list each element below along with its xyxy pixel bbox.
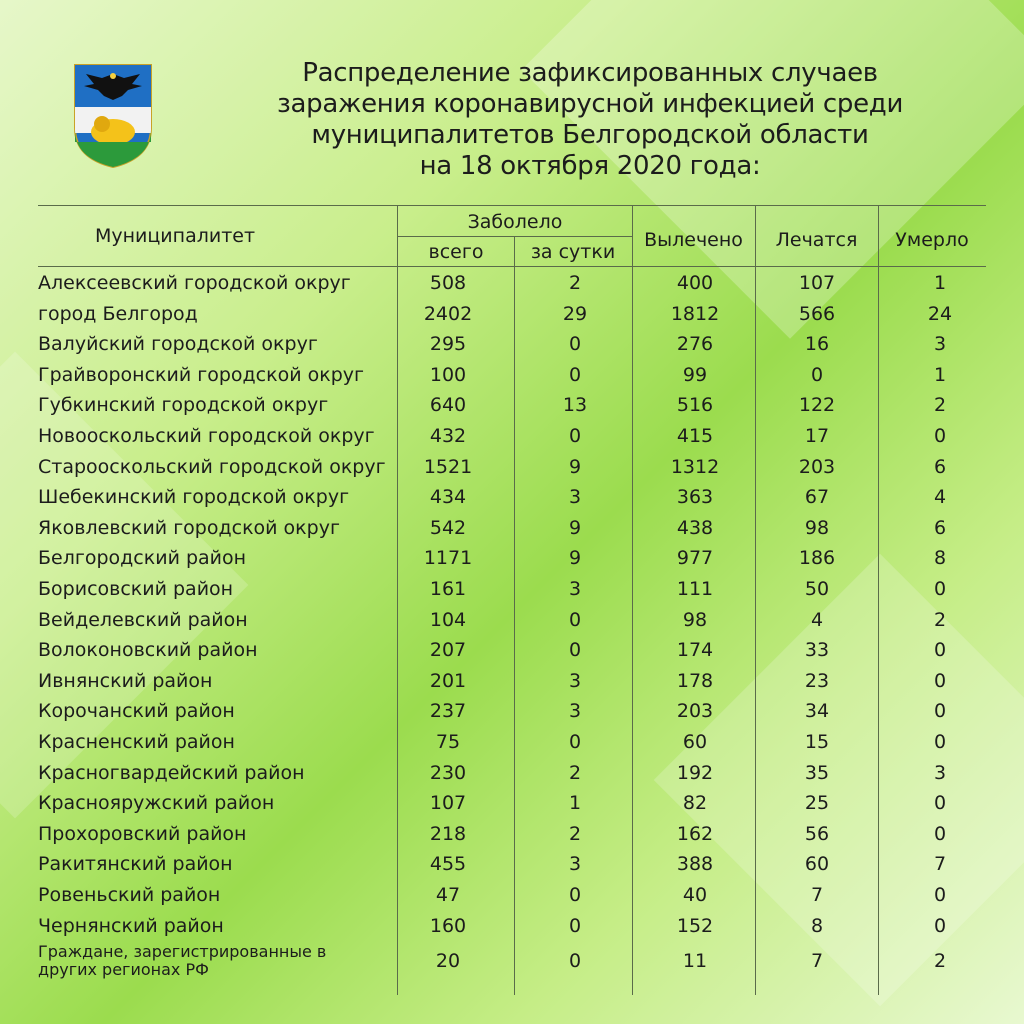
cell-died: 0 — [933, 700, 947, 723]
cell-total: 20 — [435, 950, 461, 973]
header-infected: Заболело — [467, 211, 563, 233]
cell-died: 24 — [927, 302, 953, 325]
row-name: Валуйский городской округ — [38, 333, 318, 356]
table-row — [0, 513, 1024, 544]
cell-per-day: 13 — [562, 394, 588, 417]
cell-total: 237 — [429, 700, 467, 723]
cell-died: 0 — [933, 731, 947, 753]
header-recovered: Вылечено — [644, 229, 743, 251]
cell-total: 1521 — [423, 455, 473, 478]
header-died: Умерло — [895, 229, 969, 251]
cell-recovered: 60 — [682, 731, 708, 753]
table-row — [0, 605, 1024, 636]
row-name: Красненский район — [38, 731, 235, 753]
cell-total: 230 — [429, 761, 467, 784]
cell-died: 7 — [933, 853, 947, 876]
cell-recovered: 438 — [676, 516, 714, 539]
table-row — [0, 421, 1024, 452]
cell-in-treatment: 203 — [798, 455, 836, 478]
cell-recovered: 152 — [676, 914, 714, 937]
cell-per-day: 9 — [568, 516, 582, 539]
cell-in-treatment: 60 — [804, 853, 830, 876]
row-name: Алексеевский городской округ — [38, 272, 351, 294]
header-in-treatment: Лечатся — [775, 229, 858, 251]
title-line: Распределение зафиксированных случаев — [302, 58, 878, 88]
cell-recovered: 1812 — [670, 302, 720, 325]
table-row — [0, 788, 1024, 819]
cell-in-treatment: 7 — [810, 884, 824, 906]
cell-recovered: 11 — [682, 950, 708, 973]
table-row — [0, 727, 1024, 758]
row-name: Прохоровский район — [38, 822, 247, 845]
cell-in-treatment: 122 — [798, 394, 836, 417]
cell-recovered: 388 — [676, 853, 714, 876]
table-row — [0, 329, 1024, 360]
row-name: Волоконовский район — [38, 639, 258, 662]
cell-recovered: 276 — [676, 333, 714, 356]
cell-in-treatment: 50 — [804, 578, 830, 600]
cell-total: 218 — [429, 822, 467, 845]
cell-died: 2 — [933, 394, 947, 417]
table-row — [0, 635, 1024, 666]
cell-per-day: 2 — [568, 761, 582, 784]
table-row — [0, 268, 1024, 299]
cell-recovered: 162 — [676, 822, 714, 845]
cell-total: 201 — [429, 669, 467, 692]
cell-recovered: 174 — [676, 639, 714, 662]
cell-in-treatment: 186 — [798, 547, 836, 570]
cell-in-treatment: 16 — [804, 333, 830, 356]
cell-total: 455 — [429, 853, 467, 876]
row-name: Яковлевский городской округ — [38, 516, 340, 539]
cell-died: 0 — [933, 884, 947, 906]
header-per-day: за сутки — [530, 241, 616, 263]
row-name: Ровеньский район — [38, 884, 221, 906]
cell-per-day: 0 — [568, 914, 582, 937]
cell-died: 2 — [933, 950, 947, 973]
cell-per-day: 0 — [568, 731, 582, 753]
cell-recovered: 82 — [682, 792, 708, 815]
title-line: на 18 октября 2020 года: — [419, 151, 761, 181]
cell-died: 0 — [933, 792, 947, 815]
title-line: заражения коронавирусной инфекцией среди — [276, 89, 904, 119]
row-name: Грайворонский городской округ — [38, 363, 364, 386]
cell-total: 295 — [429, 333, 467, 356]
cell-per-day: 9 — [568, 547, 582, 570]
cell-died: 1 — [933, 363, 947, 386]
cell-total: 161 — [429, 578, 467, 600]
cell-in-treatment: 34 — [804, 700, 830, 723]
cell-in-treatment: 107 — [798, 272, 836, 294]
cell-died: 2 — [933, 608, 947, 631]
row-name: Новооскольский городской округ — [38, 425, 375, 447]
cell-recovered: 977 — [676, 547, 714, 570]
cell-recovered: 400 — [676, 272, 714, 294]
cell-in-treatment: 15 — [804, 731, 830, 753]
cell-recovered: 192 — [676, 761, 714, 784]
row-name: Старооскольский городской округ — [38, 455, 386, 478]
cell-total: 75 — [435, 731, 461, 753]
cell-recovered: 40 — [682, 884, 708, 906]
row-name: Корочанский район — [38, 700, 235, 723]
cell-per-day: 3 — [568, 486, 582, 509]
cell-total: 104 — [429, 608, 467, 631]
cell-per-day: 3 — [568, 578, 582, 600]
row-name: Белгородский район — [38, 547, 247, 570]
cell-in-treatment: 17 — [804, 425, 830, 447]
cell-recovered: 178 — [676, 669, 714, 692]
cell-per-day: 0 — [568, 425, 582, 447]
cell-died: 3 — [933, 333, 947, 356]
cell-died: 0 — [933, 639, 947, 662]
cell-died: 0 — [933, 425, 947, 447]
row-name: Вейделевский район — [38, 608, 248, 631]
cell-in-treatment: 67 — [804, 486, 830, 509]
cell-total: 1171 — [423, 547, 473, 570]
row-name: Ракитянский район — [38, 853, 233, 876]
row-name: Граждане, зарегистрированные в других регионах РФ — [38, 942, 327, 980]
cell-recovered: 415 — [676, 425, 714, 447]
table-row — [0, 299, 1024, 330]
cell-recovered: 99 — [682, 363, 708, 386]
cell-recovered: 203 — [676, 700, 714, 723]
cell-died: 8 — [933, 547, 947, 570]
row-name: Ивнянский район — [38, 669, 213, 692]
cell-in-treatment: 33 — [804, 639, 830, 662]
cell-died: 6 — [933, 516, 947, 539]
table-row — [0, 543, 1024, 574]
cell-died: 0 — [933, 578, 947, 600]
table-row — [0, 482, 1024, 513]
belgorod-coat-of-arms-icon — [72, 62, 154, 170]
table-row — [0, 452, 1024, 483]
row-name: Губкинский городской округ — [38, 394, 329, 417]
table-top-border — [38, 205, 986, 206]
subheader-divider — [398, 236, 632, 237]
cell-per-day: 3 — [568, 700, 582, 723]
cell-in-treatment: 98 — [804, 516, 830, 539]
table-row — [0, 941, 1024, 981]
cell-total: 542 — [429, 516, 467, 539]
cell-in-treatment: 25 — [804, 792, 830, 815]
cell-recovered: 516 — [676, 394, 714, 417]
cell-total: 100 — [429, 363, 467, 386]
cell-total: 160 — [429, 914, 467, 937]
cell-in-treatment: 566 — [798, 302, 836, 325]
cell-in-treatment: 4 — [810, 608, 824, 631]
cell-total: 434 — [429, 486, 467, 509]
table-row — [0, 390, 1024, 421]
cell-per-day: 0 — [568, 333, 582, 356]
cell-recovered: 363 — [676, 486, 714, 509]
cell-per-day: 29 — [562, 302, 588, 325]
row-name: Красногвардейский район — [38, 761, 305, 784]
cell-in-treatment: 0 — [810, 363, 824, 386]
row-name: Шебекинский городской округ — [38, 486, 350, 509]
title-line: муниципалитетов Белгородской области — [311, 120, 869, 150]
cell-died: 0 — [933, 822, 947, 845]
cell-died: 4 — [933, 486, 947, 509]
cell-total: 508 — [429, 272, 467, 294]
header-bottom-border — [38, 266, 986, 267]
row-name: город Белгород — [38, 302, 198, 325]
cell-in-treatment: 35 — [804, 761, 830, 784]
table-row — [0, 849, 1024, 880]
table-row — [0, 696, 1024, 727]
table-row — [0, 758, 1024, 789]
cell-per-day: 0 — [568, 608, 582, 631]
table-row — [0, 360, 1024, 391]
table-row — [0, 880, 1024, 911]
cell-died: 0 — [933, 669, 947, 692]
row-name: Краснояружский район — [38, 792, 275, 815]
cell-in-treatment: 56 — [804, 822, 830, 845]
cell-per-day: 2 — [568, 822, 582, 845]
table-row — [0, 574, 1024, 605]
cell-per-day: 1 — [568, 792, 582, 815]
row-name: Чернянский район — [38, 914, 224, 937]
cell-per-day: 0 — [568, 884, 582, 906]
cell-total: 2402 — [423, 302, 473, 325]
page-title — [170, 58, 1010, 182]
cell-per-day: 0 — [568, 950, 582, 973]
cell-died: 0 — [933, 914, 947, 937]
cell-per-day: 3 — [568, 853, 582, 876]
table-row — [0, 819, 1024, 850]
cell-in-treatment: 23 — [804, 669, 830, 692]
cell-per-day: 3 — [568, 669, 582, 692]
cell-died: 3 — [933, 761, 947, 784]
cell-in-treatment: 7 — [810, 950, 824, 973]
header-total: всего — [428, 241, 484, 263]
cell-per-day: 0 — [568, 363, 582, 386]
cell-died: 6 — [933, 455, 947, 478]
row-name: Борисовский район — [38, 578, 234, 600]
cell-recovered: 98 — [682, 608, 708, 631]
cell-per-day: 0 — [568, 639, 582, 662]
cell-per-day: 9 — [568, 455, 582, 478]
cell-recovered: 1312 — [670, 455, 720, 478]
header-municipality: Муниципалитет — [94, 225, 256, 247]
cell-recovered: 111 — [676, 578, 714, 600]
table-row — [0, 666, 1024, 697]
cell-total: 107 — [429, 792, 467, 815]
cell-per-day: 2 — [568, 272, 582, 294]
cell-died: 1 — [933, 272, 947, 294]
cell-total: 640 — [429, 394, 467, 417]
table-row — [0, 911, 1024, 942]
cell-total: 432 — [429, 425, 467, 447]
cell-total: 207 — [429, 639, 467, 662]
cell-in-treatment: 8 — [810, 914, 824, 937]
cell-total: 47 — [435, 884, 461, 906]
